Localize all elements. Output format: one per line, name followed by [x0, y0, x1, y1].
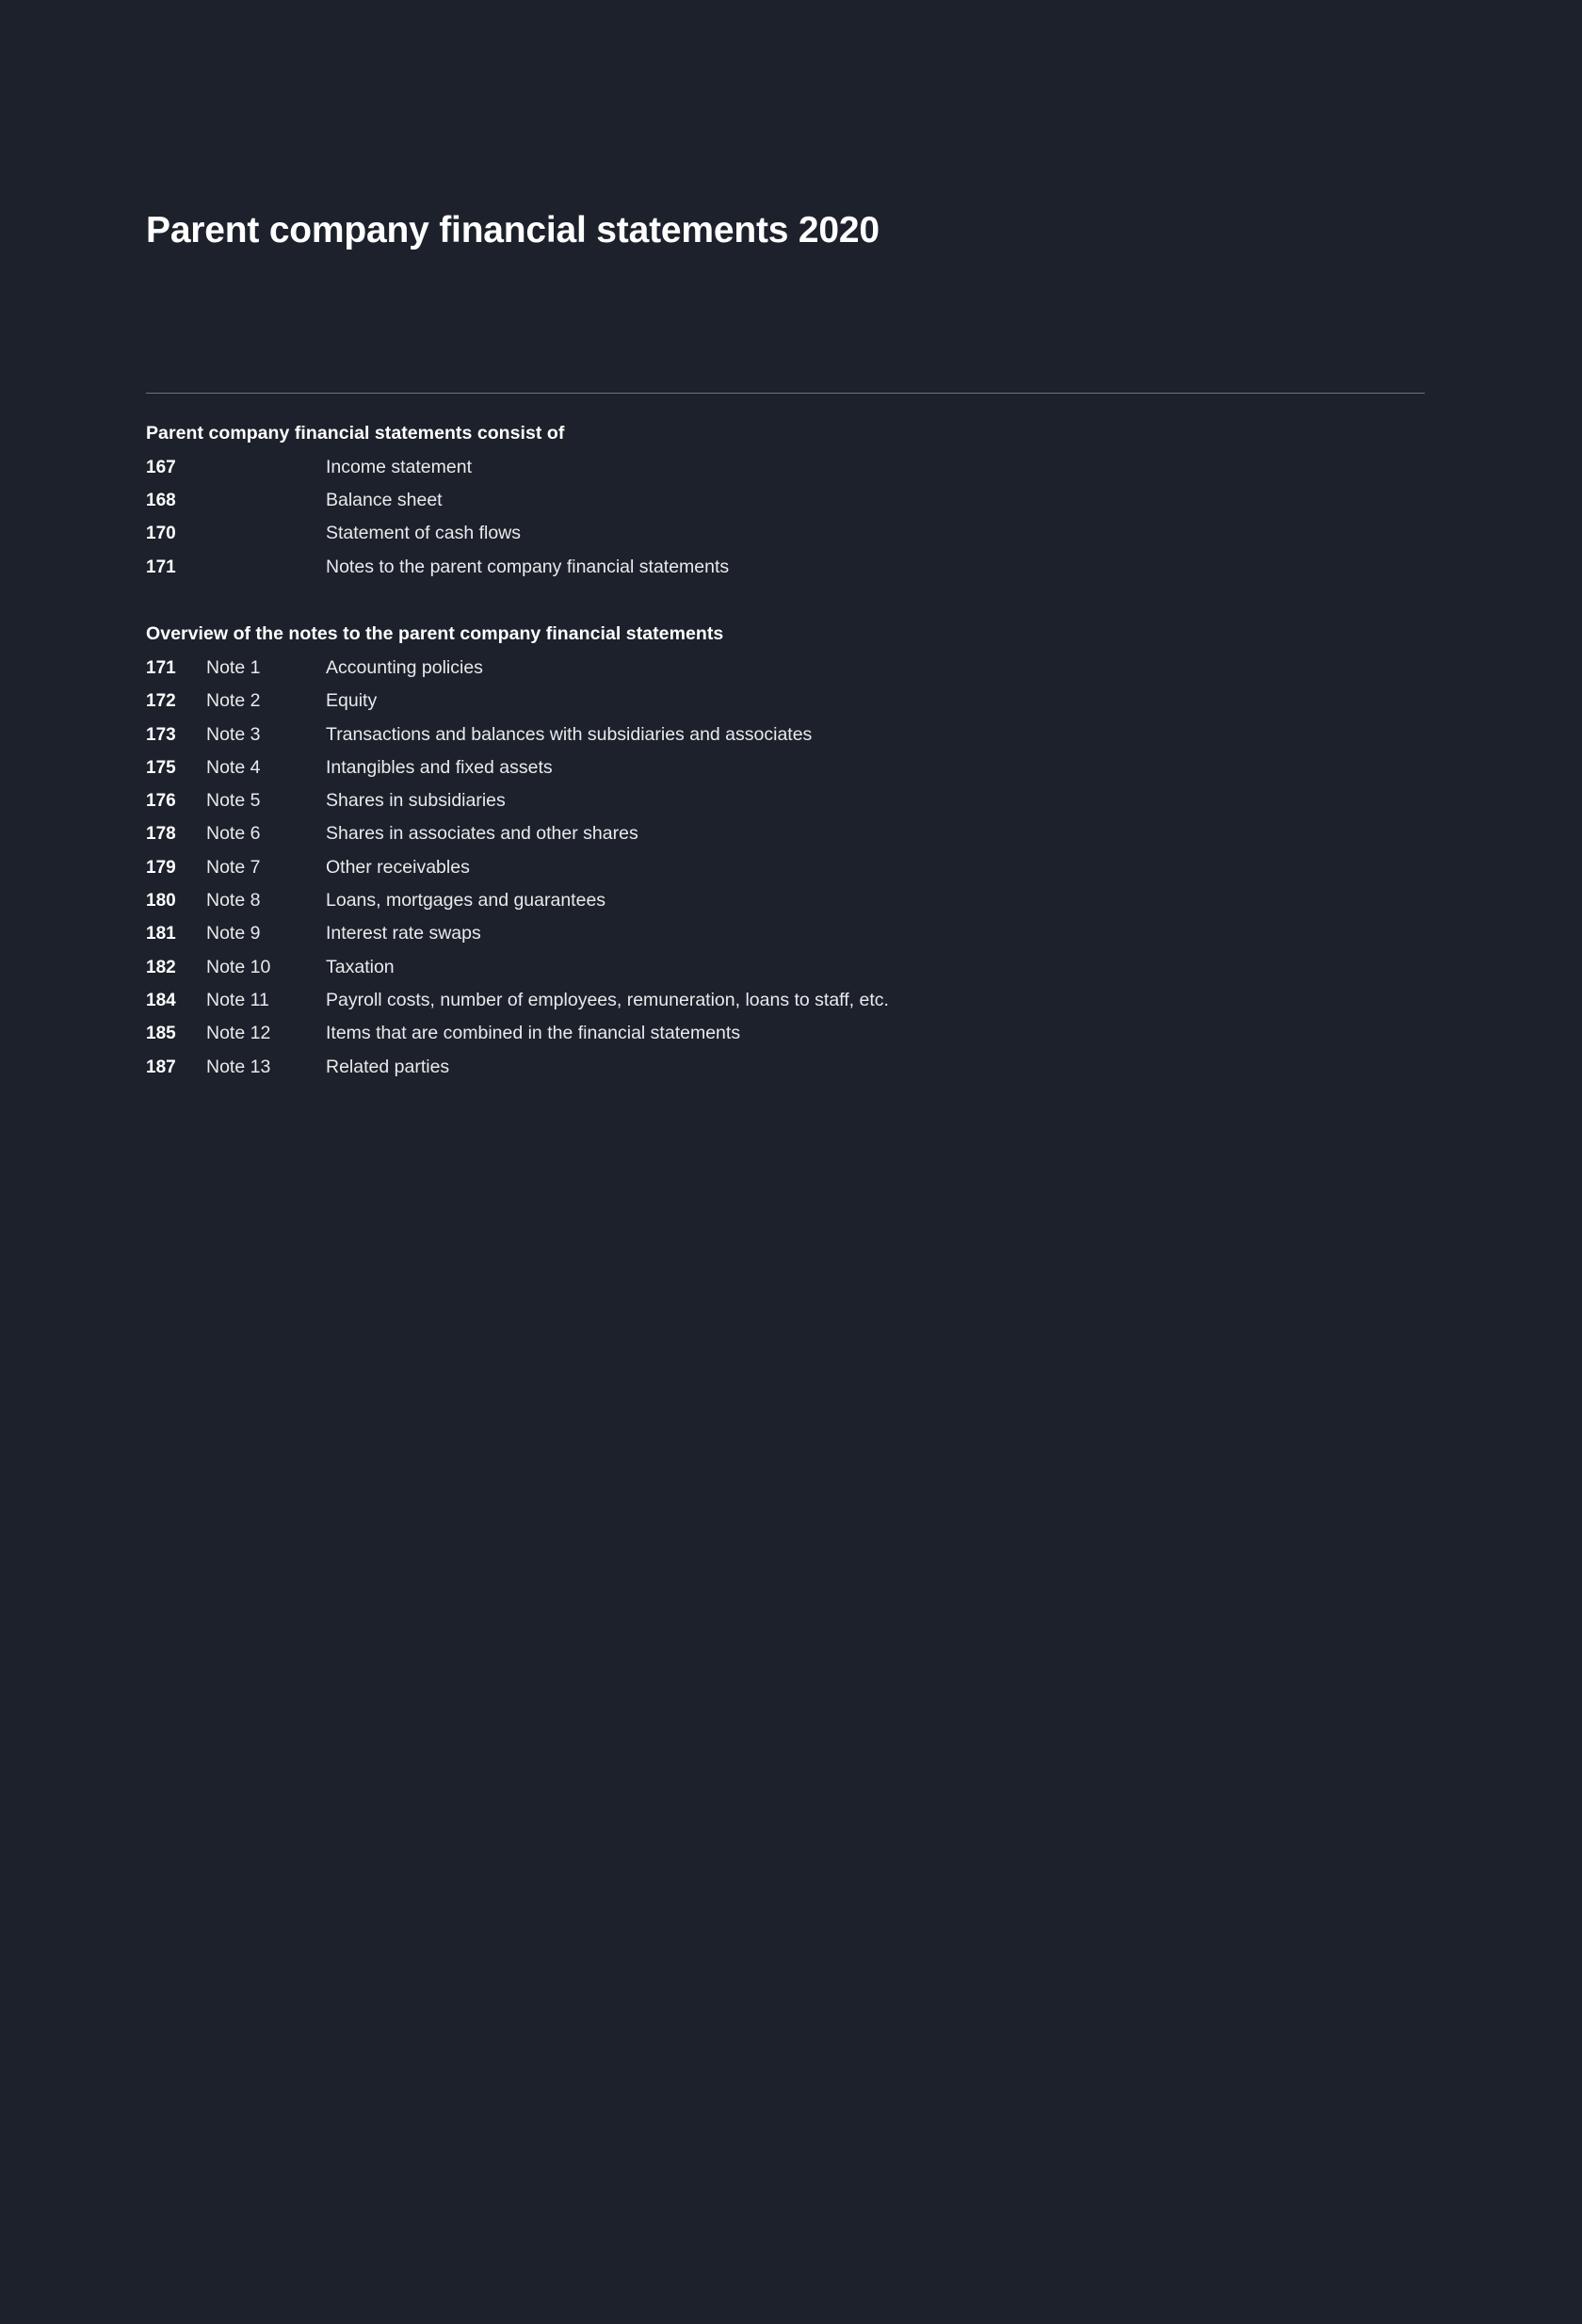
toc-list-statements: [146, 444, 1427, 584]
section-heading: Parent company financial statements consist of: [146, 422, 565, 444]
list-item[interactable]: [146, 718, 1427, 751]
list-item[interactable]: [146, 484, 1427, 517]
toc-page-number: 185: [146, 1024, 176, 1044]
toc-page-number: 187: [146, 1057, 176, 1077]
toc-entry-label: Accounting policies: [326, 656, 483, 678]
toc-note-label: Note 2: [206, 690, 261, 712]
list-item[interactable]: [146, 951, 1427, 984]
list-item[interactable]: [146, 817, 1427, 850]
list-item[interactable]: [146, 1051, 1427, 1084]
list-item[interactable]: [146, 784, 1427, 817]
section-notes-overview: [146, 584, 1427, 1084]
toc-entry-label: Shares in associates and other shares: [326, 823, 638, 845]
list-item[interactable]: [146, 917, 1427, 950]
toc-note-label: Note 13: [206, 1056, 271, 1077]
page-content: [146, 0, 1427, 1084]
toc-note-label: Note 8: [206, 890, 261, 912]
toc-page-number: 171: [146, 557, 176, 577]
toc-page-number: 173: [146, 724, 176, 745]
toc-entry-label: Notes to the parent company financial statements: [326, 556, 730, 577]
toc-note-label: Note 12: [206, 1023, 271, 1044]
toc-entry-label: Income statement: [326, 456, 472, 477]
toc-note-label: Note 5: [206, 790, 261, 812]
toc-page-number: 178: [146, 824, 176, 845]
toc-page-number: 181: [146, 924, 176, 944]
toc-entry-label: Equity: [326, 690, 378, 712]
toc-page-number: 171: [146, 657, 176, 678]
toc-entry-label: Related parties: [326, 1056, 450, 1077]
toc-entry-label: Statement of cash flows: [326, 523, 522, 544]
toc-entry-label: Interest rate swaps: [326, 923, 481, 944]
list-item[interactable]: [146, 685, 1427, 718]
list-item[interactable]: [146, 517, 1427, 550]
toc-entry-label: Shares in subsidiaries: [326, 790, 506, 812]
toc-entry-label: Items that are combined in the financial statements: [326, 1023, 741, 1044]
toc-note-label: Note 7: [206, 856, 261, 878]
toc-note-label: Note 3: [206, 723, 261, 745]
toc-entry-label: Intangibles and fixed assets: [326, 756, 553, 778]
toc-page-number: 170: [146, 524, 176, 544]
toc-page-number: 179: [146, 857, 176, 878]
toc-page-number: 168: [146, 491, 176, 511]
toc-list-notes: [146, 645, 1427, 1084]
list-item[interactable]: [146, 884, 1427, 917]
list-item[interactable]: [146, 551, 1427, 584]
toc-page-number: 182: [146, 957, 176, 977]
list-item[interactable]: [146, 1017, 1427, 1050]
toc-page-number: 184: [146, 990, 176, 1010]
list-item[interactable]: [146, 451, 1427, 484]
toc-entry-label: Payroll costs, number of employees, remuneration, loans to staff, etc.: [326, 989, 889, 1010]
list-item[interactable]: [146, 851, 1427, 884]
toc-note-label: Note 4: [206, 756, 261, 778]
toc-note-label: Note 9: [206, 923, 261, 944]
list-item[interactable]: [146, 984, 1427, 1017]
toc-note-label: Note 1: [206, 656, 261, 678]
page-title: Parent company financial statements 2020: [146, 210, 880, 250]
toc-page-number: 180: [146, 891, 176, 912]
toc-note-label: Note 11: [206, 989, 269, 1010]
toc-page-number: 167: [146, 457, 176, 477]
toc-page-number: 176: [146, 791, 176, 812]
toc-entry-label: Balance sheet: [326, 490, 443, 511]
section-statements-consist-of: [146, 394, 1427, 584]
toc-entry-label: Transactions and balances with subsidiaries and associates: [326, 723, 813, 745]
section-heading: Overview of the notes to the parent company financial statements: [146, 622, 724, 644]
toc-entry-label: Loans, mortgages and guarantees: [326, 890, 606, 912]
toc-page-number: 172: [146, 691, 176, 712]
list-item[interactable]: [146, 751, 1427, 784]
toc-entry-label: Other receivables: [326, 856, 470, 878]
toc-page-number: 175: [146, 757, 176, 778]
toc-note-label: Note 10: [206, 956, 271, 977]
toc-entry-label: Taxation: [326, 956, 395, 977]
toc-note-label: Note 6: [206, 823, 261, 845]
list-item[interactable]: [146, 652, 1427, 685]
